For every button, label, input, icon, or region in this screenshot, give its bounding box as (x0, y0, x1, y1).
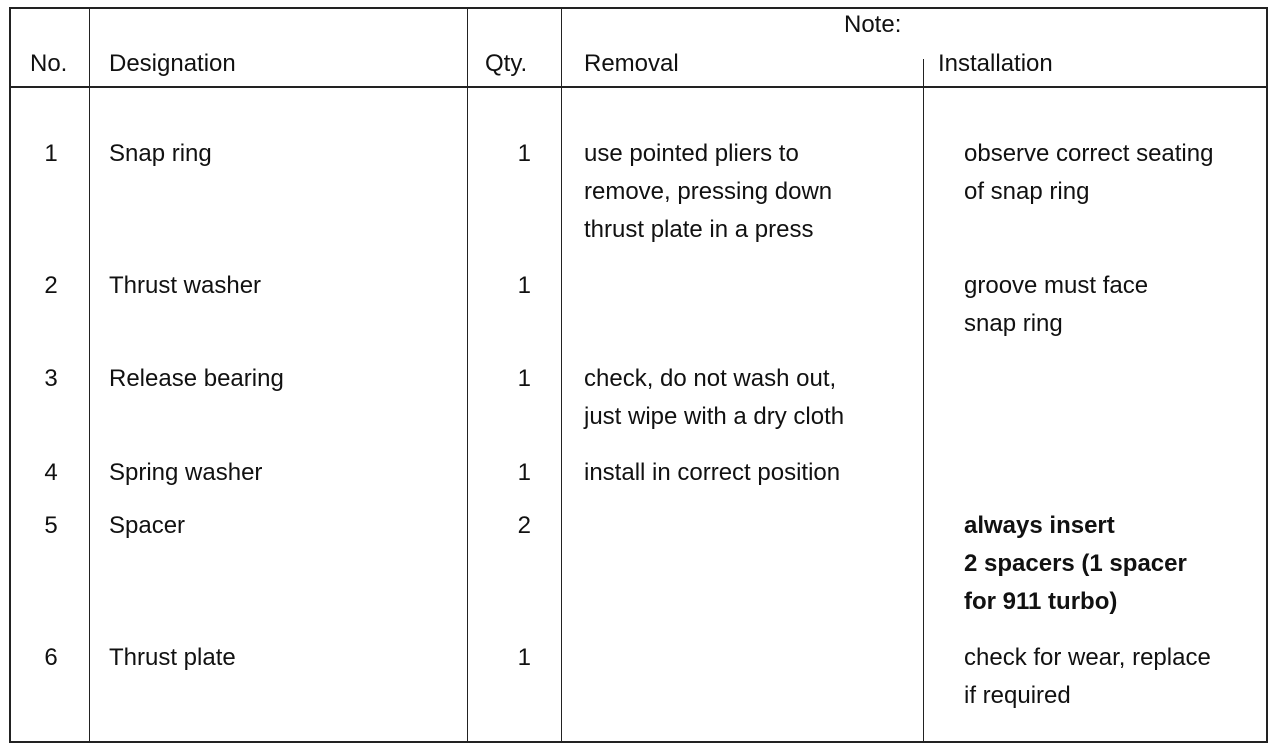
row-installation-line: 2 spacers (1 spacer (964, 550, 1187, 577)
row-installation-line: for 911 turbo) (964, 588, 1118, 615)
row-removal-line: check, do not wash out, (584, 365, 837, 392)
row-installation-line: groove must face (964, 272, 1149, 299)
column-divider-no (89, 9, 90, 741)
row-removal-line: install in correct position (584, 459, 841, 486)
row-removal-line: remove, pressing down (584, 178, 833, 205)
row-qty: 1 (517, 272, 531, 299)
header-removal: Removal (584, 50, 679, 77)
row-installation-line: of snap ring (964, 178, 1090, 205)
row-number: 2 (44, 272, 58, 299)
row-qty: 1 (517, 140, 531, 167)
row-installation-line: snap ring (964, 310, 1063, 337)
row-qty: 1 (517, 644, 531, 671)
header-no: No. (30, 50, 68, 77)
row-installation-line: check for wear, replace (964, 644, 1211, 671)
header-installation: Installation (938, 50, 1053, 77)
column-divider-qty (561, 9, 562, 741)
row-number: 4 (44, 459, 58, 486)
parts-table (9, 7, 1268, 743)
row-designation: Snap ring (109, 140, 212, 167)
row-number: 3 (44, 365, 58, 392)
header-qty: Qty. (485, 50, 528, 77)
row-qty: 2 (517, 512, 531, 539)
row-installation-line: if required (964, 682, 1071, 709)
row-qty: 1 (517, 365, 531, 392)
row-installation-line: observe correct seating (964, 140, 1214, 167)
row-designation: Spring washer (109, 459, 263, 486)
row-number: 1 (44, 140, 58, 167)
row-removal-line: use pointed pliers to (584, 140, 799, 167)
row-removal-line: thrust plate in a press (584, 216, 814, 243)
row-designation: Release bearing (109, 365, 284, 392)
row-designation: Thrust plate (109, 644, 236, 671)
column-divider-designation (467, 9, 468, 741)
row-designation: Thrust washer (109, 272, 262, 299)
row-number: 6 (44, 644, 58, 671)
header-separator (11, 86, 1266, 88)
header-designation: Designation (109, 50, 236, 77)
row-qty: 1 (517, 459, 531, 486)
row-installation-line: always insert (964, 512, 1115, 539)
header-note: Note: (844, 11, 902, 38)
column-divider-removal (923, 59, 924, 741)
row-removal-line: just wipe with a dry cloth (584, 403, 845, 430)
row-number: 5 (44, 512, 58, 539)
row-designation: Spacer (109, 512, 186, 539)
